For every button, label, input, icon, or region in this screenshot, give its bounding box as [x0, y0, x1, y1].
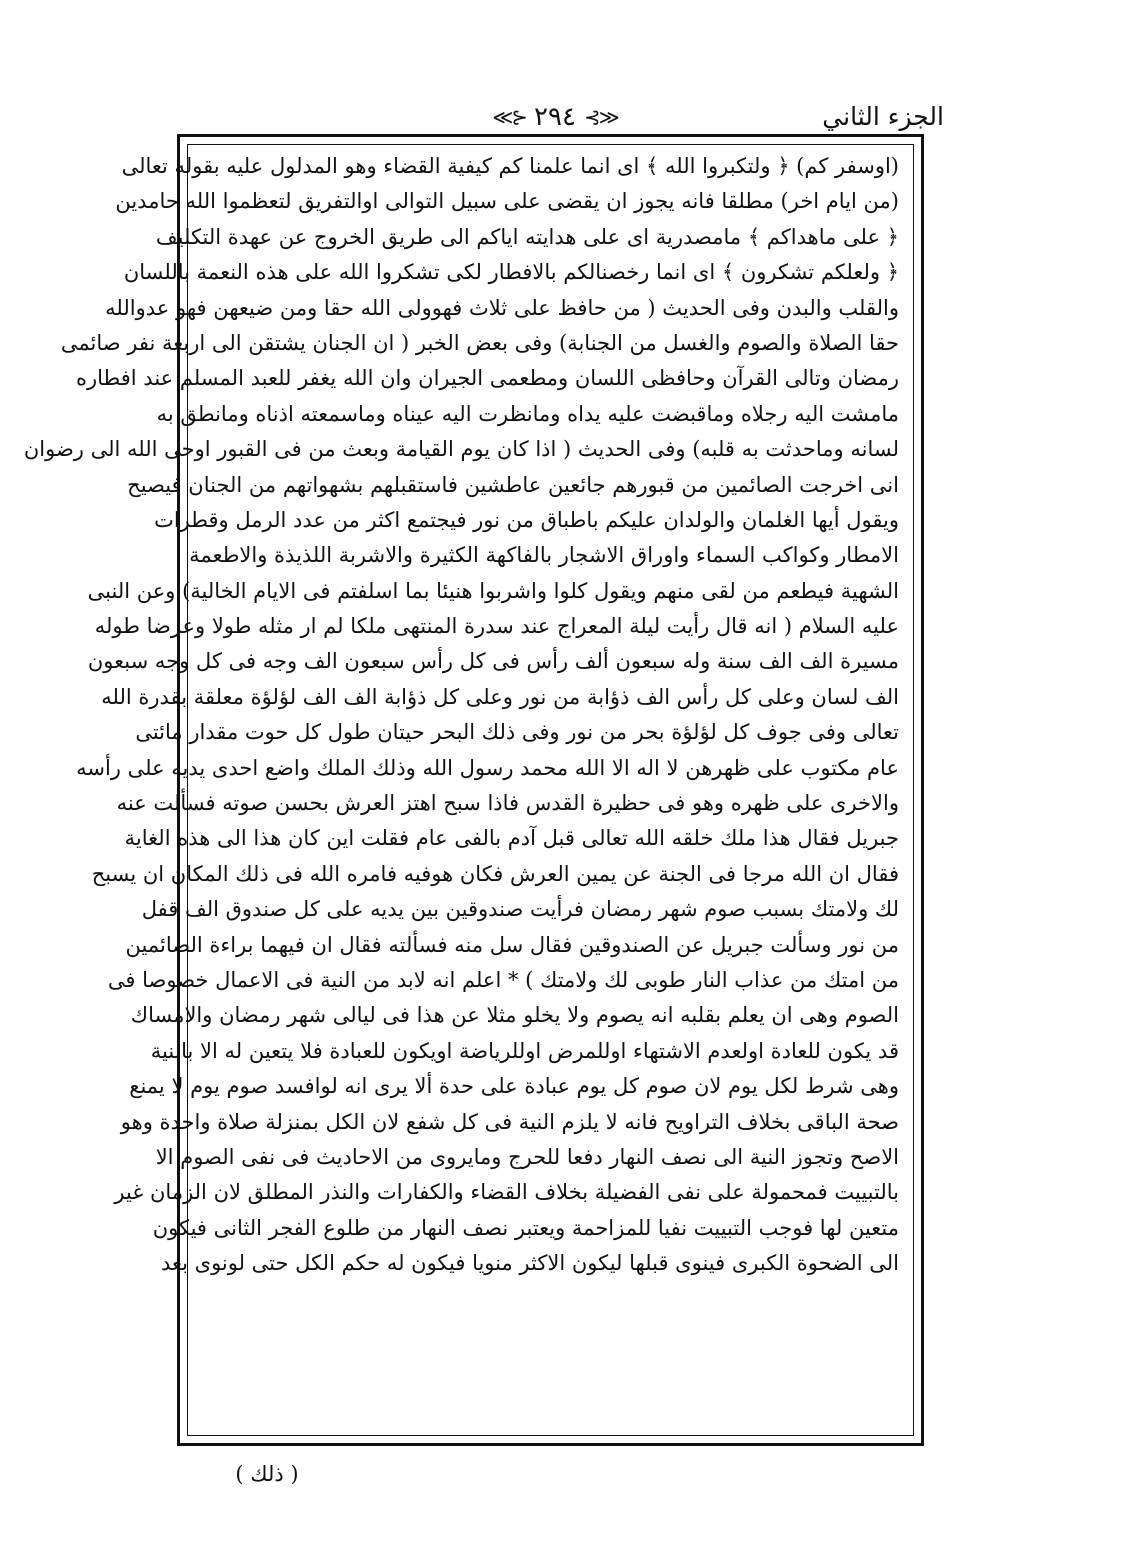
text-line: وهى شرط لكل يوم لان صوم كل يوم عبادة على حدة ألا يرى انه لوافسد صوم يوم لا يمنع: [129, 1074, 899, 1099]
text-line: رمضان وتالى القرآن وحافظى اللسان ومطعمى الجيران وان الله يغفر للعبد المسلم عند افطاره: [75, 366, 899, 391]
text-line: تعالى وفى جوف كل لؤلؤة بحر من نور وفى ذلك البحر حيتان طول كل حوت مقدار مائتى: [135, 720, 899, 745]
text-line: (اوسفر كم) ﴿ ولتكبروا الله ﴾ اى انما علمنا كم كيفية القضاء وهو المدلول عليه بقوله تعالى: [121, 154, 899, 178]
text-line: من نور وسألت جبريل عن الصندوقين فقال سل منه فسألته فقال ان فيهما براءة الصائمين: [125, 932, 899, 957]
text-line: الامطار وكواكب السماء واوراق الاشجار بالفاكهة الكثيرة والاشربة اللذيذة والاطعمة: [189, 543, 899, 568]
main-text-block: [23, 149, 899, 1282]
text-line: الشهية فيطعم من لقى منهم ويقول كلوا واشربوا هنيئا بما اسلفتم فى الايام الخالية) وعن النبى: [87, 578, 899, 603]
text-line: حقا الصلاة والصوم والغسل من الجنابة) وفى بعض الخبر ( ان الجنان يشتقن الى اربعة نفر صائمى: [60, 330, 899, 355]
text-line: صحة الباقى بخلاف التراويح فانه لا يلزم النية فى كل شفع لان الكل بمنزلة صلاة واحدة وهو: [120, 1109, 899, 1134]
text-line: فقال ان الله مرجا فى الجنة عن يمين العرش فكان هوفيه فامره الله فى ذلك المكان ان يسبح: [91, 861, 899, 886]
page-number-header: [480, 100, 630, 134]
text-line: عليه السلام ( انه قال رأيت ليلة المعراج عند سدرة المنتهى ملكا لم ار مثله طولا وعرضا طوله: [94, 614, 899, 639]
text-line: الف لسان وعلى كل رأس الف ذؤابة من نور وعلى كل ذؤابة الف الف لؤلؤة معلقة بقدرة الله: [101, 684, 899, 709]
page-border-outer: [23, 134, 924, 1446]
header-ornament-left: ⊰≫: [492, 105, 527, 129]
text-line: انى اخرجت الصائمين من قبورهم جائعين عاطشين فاستقبلهم بشهواتهم من الجنان فيصيح: [127, 472, 899, 497]
text-line: ﴿ ولعلكم تشكرون ﴾ اى انما رخصنالكم بالافطار لكى تشكروا الله على هذه النعمة باللسان: [123, 260, 899, 285]
text-line: لسانه وماحدثت به قلبه) وفى الحديث ( اذا كان يوم القيامة وبعث من فى القبور اوحى الله الى رضوان: [23, 437, 899, 462]
catchword: ( ذلك ): [235, 1462, 299, 1486]
text-line: الصوم وهى ان يعلم بقلبه انه يصوم ولا يخلو مثلا عن هذا فى ليالى شهر رمضان والامساك: [130, 1003, 899, 1028]
text-line: الى الضحوة الكبرى فينوى قبلها ليكون الاكثر منويا فيكون له حكم الكل حتى لونوى بعد: [160, 1251, 899, 1276]
text-line: ويقول أيها الغلمان والولدان عليكم باطباق من نور فيجتمع اكثر من عدد الرمل وقطرات: [154, 507, 899, 532]
header-ornament-right: ≪⊱: [583, 105, 618, 129]
text-line: (من ايام اخر) مطلقا فانه يجوز ان يقضى على سبيل التوالى اوالتفريق لتعظموا الله حامدين: [115, 189, 899, 214]
page-number: ٢٩٤: [534, 102, 576, 132]
text-line: مامشت اليه رجلاه وماقبضت عليه يداه ومانظرت اليه عيناه وماسمعته اذناه ومانطق به: [156, 401, 899, 426]
page-border-inner: [23, 144, 914, 1436]
volume-label: الجزء الثاني: [822, 102, 944, 131]
text-line: بالتبييت فمحمولة على نفى الفضيلة بخلاف القضاء والكفارات والنذر المطلق لان الزمان غير: [114, 1180, 899, 1205]
text-line: لك ولامتك بسبب صوم شهر رمضان فرأيت صندوقين بين يديه على كل صندوق الف قفل: [141, 897, 899, 922]
text-line: والقلب والبدن وفى الحديث ( من حافظ على ثلاث فهوولى الله حقا ومن ضيعهن فهو عدوالله: [105, 295, 899, 320]
text-line: مسيرة الف الف سنة وله سبعون ألف رأس فى كل رأس سبعون الف وجه فى كل وجه سبعون: [87, 649, 899, 674]
text-line: عام مكتوب على ظهرهن لا اله الا الله محمد رسول الله وذلك الملك واضع احدى يديه على رأسه: [76, 755, 899, 780]
text-line: ﴿ على ماهداكم ﴾ مامصدرية اى على هدايته اياكم الى طريق الخروج عن عهدة التكليف: [155, 224, 899, 249]
text-line: الاصح وتجوز النية الى نصف النهار دفعا للحرج ومايروى من الاحاديث فى نفى الصوم الا: [155, 1144, 899, 1169]
text-line: جبريل فقال هذا ملك خلقه الله تعالى قبل آدم بالفى عام فقلت اين كان هذا الى هذه الغاية: [124, 826, 899, 851]
text-line: قد يكون للعادة اولعدم الاشتهاء اوللمرض اوللرياضة اويكون للعبادة فلا يتعين له الا بالنية: [150, 1038, 899, 1063]
text-line: والاخرى على ظهره وهو فى حظيرة القدس فاذا سبح اهتز العرش بحسن صوته فسألت عنه: [116, 791, 899, 816]
text-line: من امتك من عذاب النار طوبى لك ولامتك ) * اعلم انه لابد من النية فى الاعمال خصوصا فى: [107, 967, 899, 992]
text-line: متعين لها فوجب التبييت نفيا للمزاحمة ويعتبر نصف النهار من طلوع الفجر الثانى فيكون: [152, 1215, 899, 1240]
